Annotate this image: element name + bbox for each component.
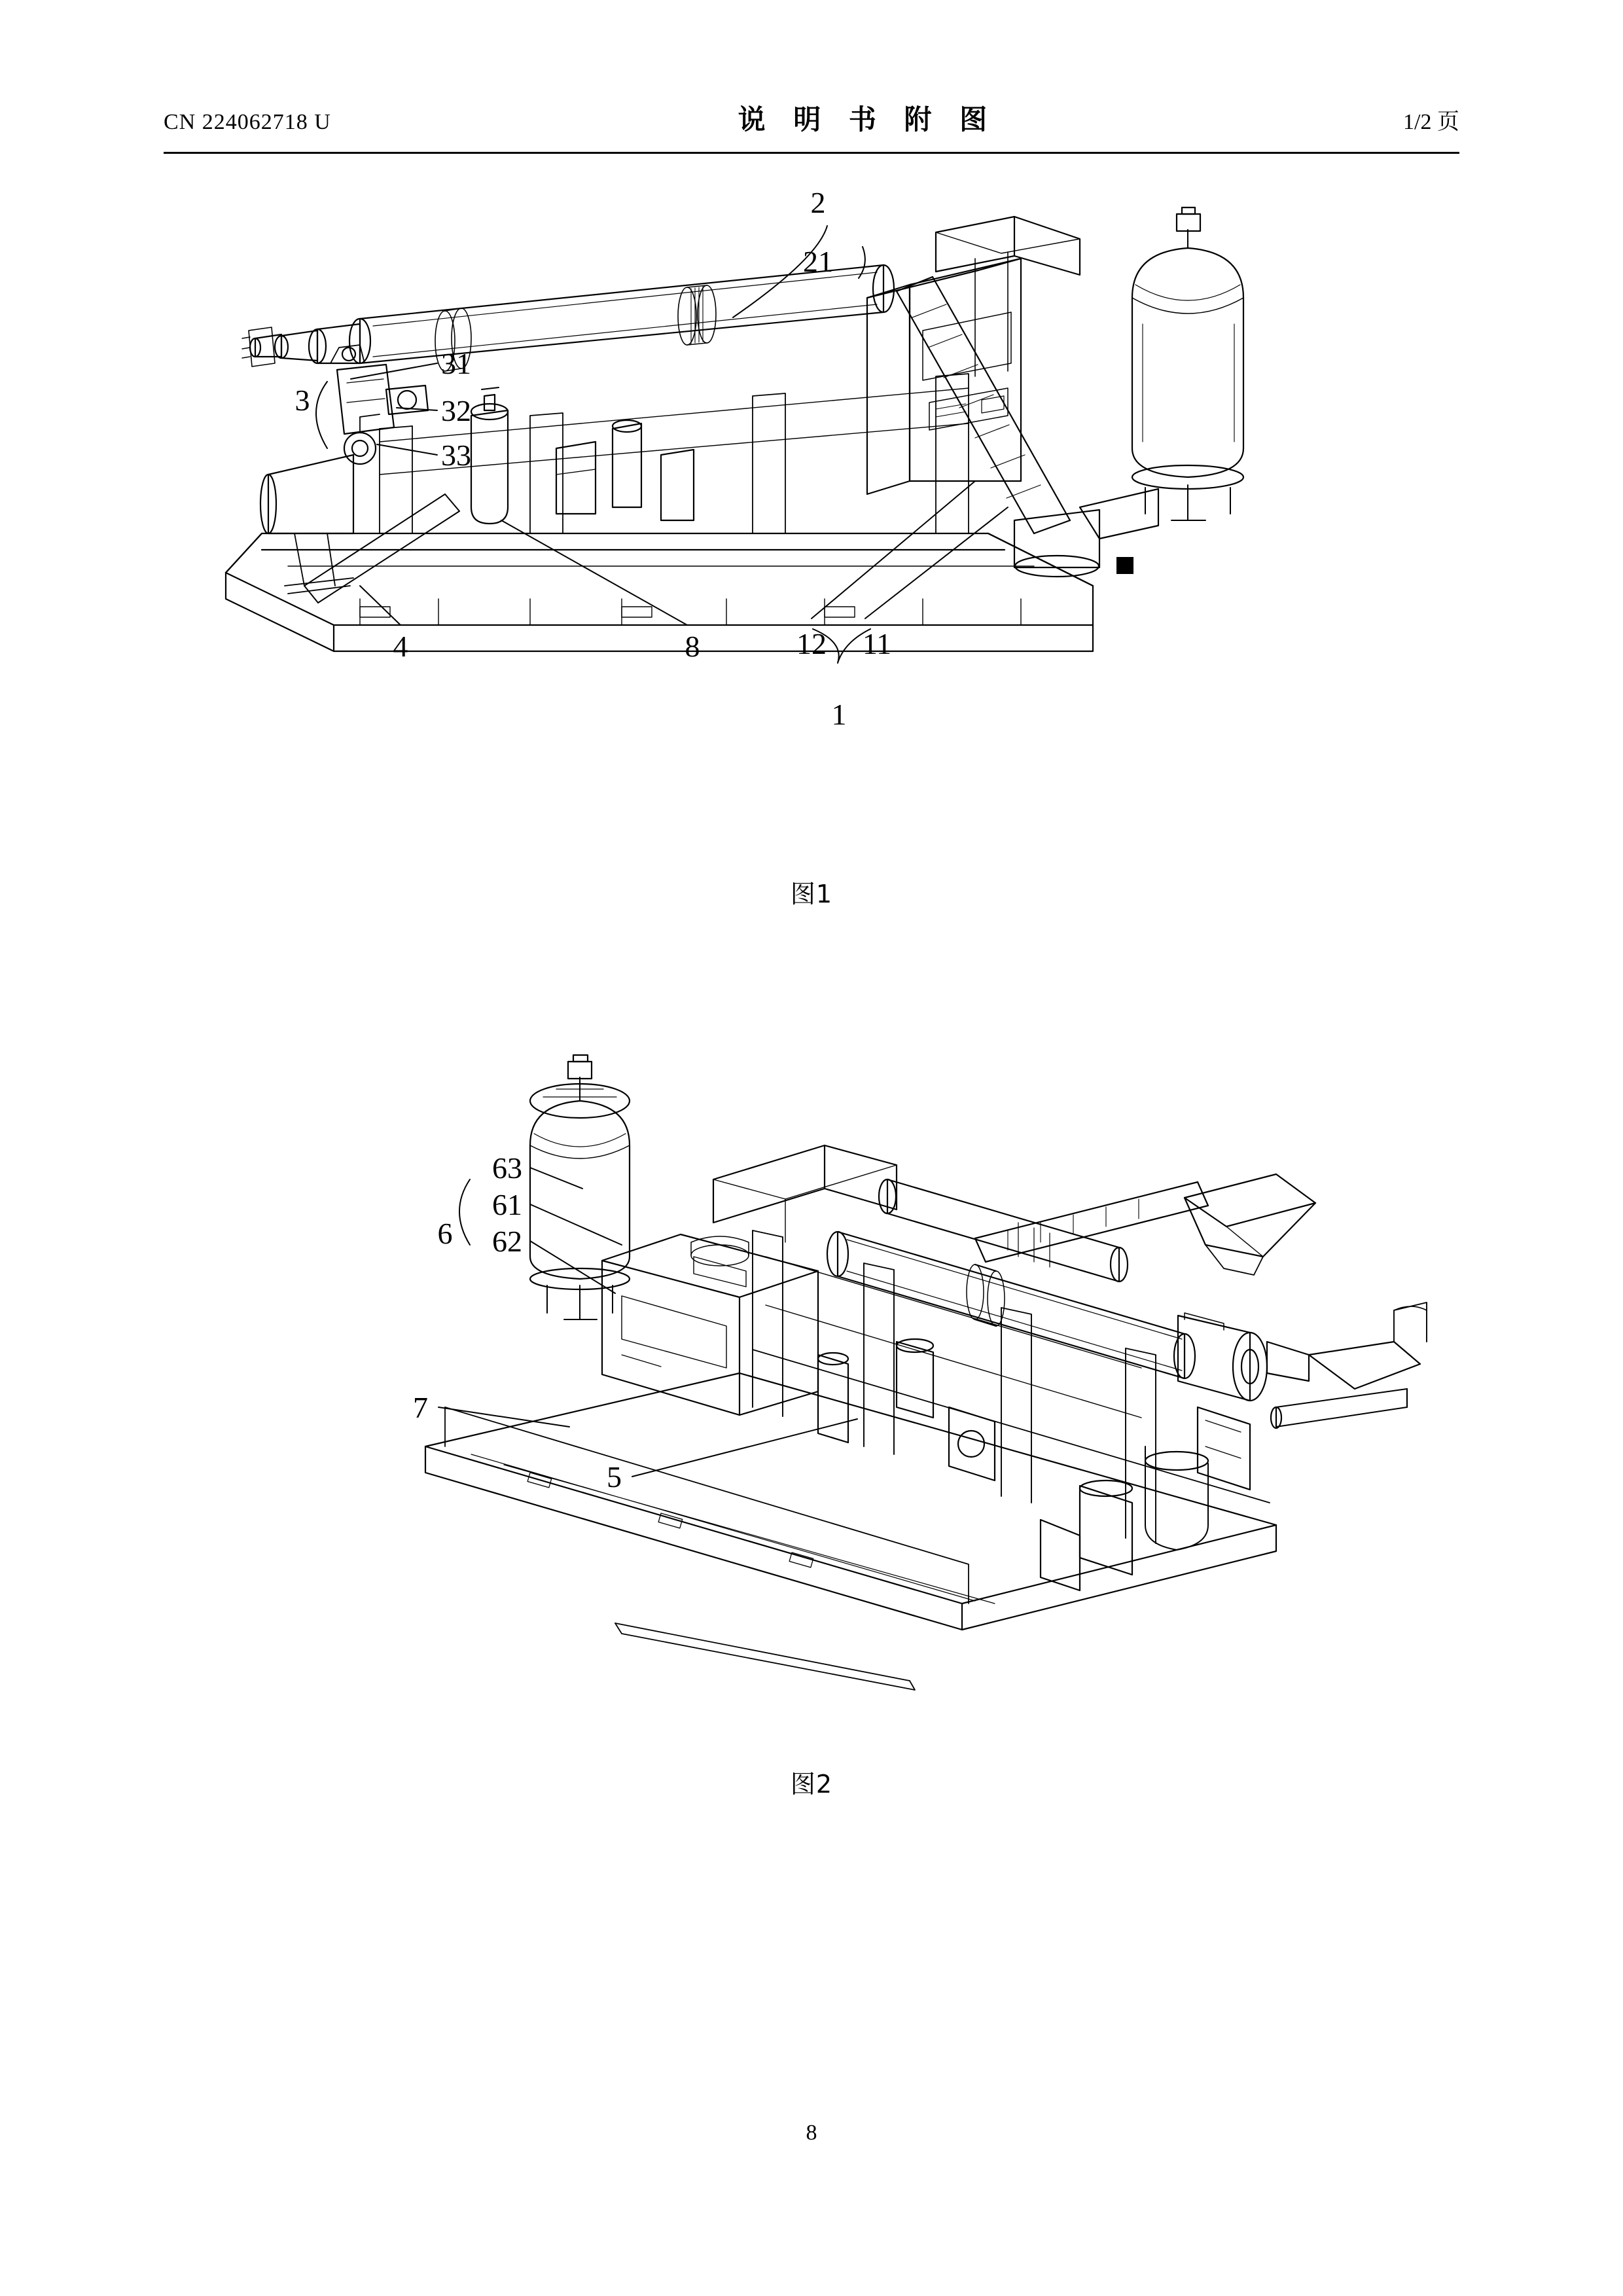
label-12: 12 [796, 627, 827, 660]
control-cabinet [867, 259, 1021, 494]
lower-middle-tank [471, 387, 508, 524]
left-cabinet [602, 1234, 818, 1415]
feed-hopper [1185, 1174, 1315, 1275]
figure-2 [164, 949, 1459, 1813]
figure-1-caption: 图1 [790, 880, 833, 908]
label-3: 3 [294, 384, 310, 417]
top-duct [713, 1145, 897, 1242]
footer-page-number: 8 [806, 2121, 817, 2145]
center-machinery [556, 420, 694, 520]
label-21: 21 [803, 245, 833, 278]
label-33: 33 [441, 439, 471, 472]
lower-left-cylinder [260, 455, 353, 594]
diagonal-pipe-left [304, 494, 459, 603]
label-32: 32 [441, 394, 471, 427]
machine-base-frame [226, 533, 1093, 651]
page-counter: 1/2 页 [1403, 110, 1459, 134]
label-1: 1 [831, 698, 847, 731]
label-4: 4 [393, 630, 408, 663]
drum-drive-head [242, 324, 360, 367]
right-motor [1178, 1313, 1309, 1401]
publication-number: CN 224062718 U [164, 110, 331, 134]
leader-lines [316, 226, 1008, 663]
label-2: 2 [810, 186, 826, 219]
page-title: 说 明 书 附 图 [738, 103, 997, 135]
label-7: 7 [413, 1391, 428, 1424]
main-drum-2 [827, 1232, 1195, 1378]
label-5: 5 [607, 1460, 622, 1494]
label-8: 8 [685, 630, 700, 663]
page-header [164, 98, 1459, 157]
label-63: 63 [492, 1151, 522, 1185]
figure-1-drawing [164, 167, 1459, 861]
frame-columns [753, 1230, 1156, 1543]
figure-2-drawing [164, 949, 1459, 1741]
figure-2-caption: 图2 [790, 1770, 833, 1799]
center-small-parts [818, 1339, 995, 1480]
main-drum [349, 265, 894, 363]
label-61: 61 [492, 1188, 522, 1221]
label-11: 11 [862, 627, 892, 660]
drum-rings [435, 285, 716, 371]
label-31: 31 [441, 347, 471, 380]
right-pipework [1145, 1302, 1427, 1550]
upper-duct [936, 217, 1080, 376]
solid-marker [1116, 557, 1133, 574]
figure-1 [164, 167, 1459, 926]
dome-vessel [1132, 207, 1243, 520]
header-divider [164, 152, 1459, 154]
lower-right-cylinder [1041, 1480, 1132, 1590]
figure-1-labels [295, 186, 892, 731]
label-62: 62 [492, 1225, 522, 1258]
label-6: 6 [437, 1217, 453, 1250]
